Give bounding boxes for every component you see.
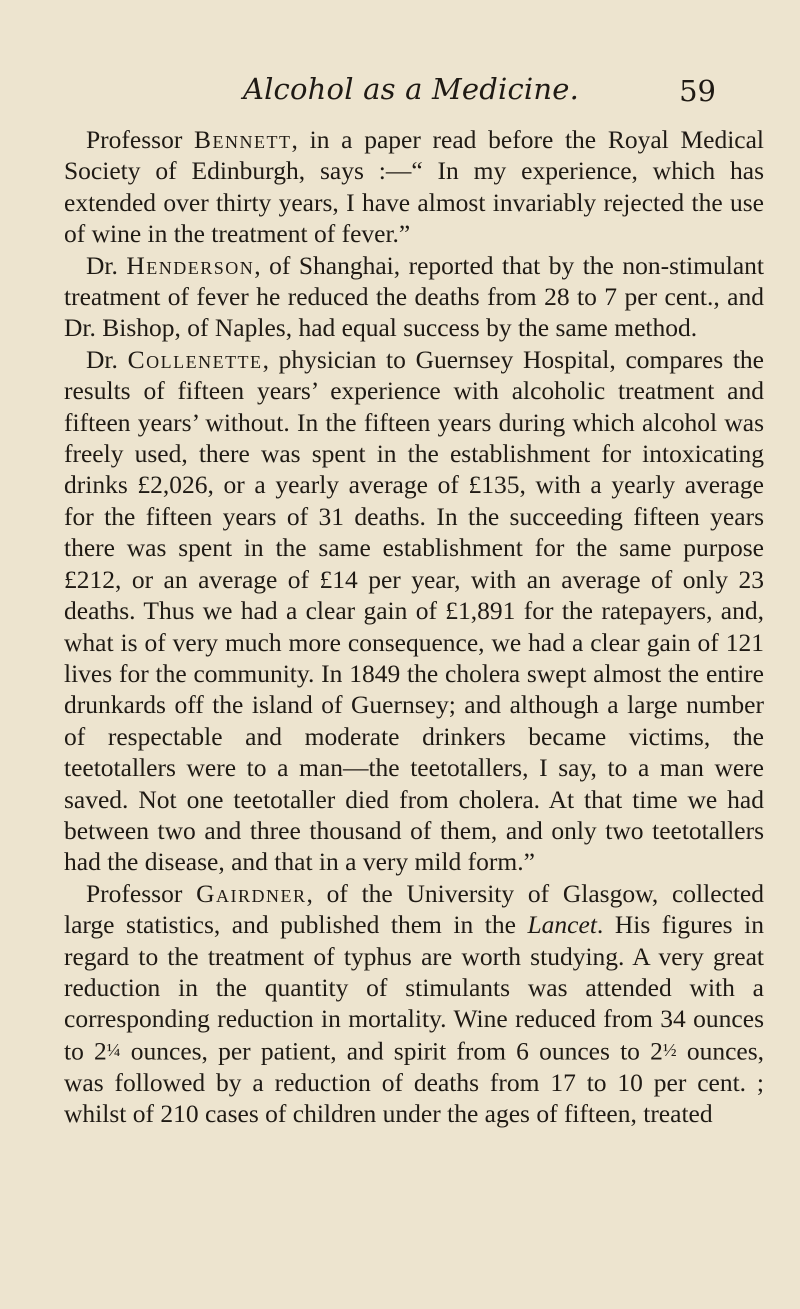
- paragraph-text: ounces, per patient, and spirit from 6 ounces to 2: [120, 1036, 663, 1066]
- person-name: Bennett: [194, 125, 292, 154]
- journal-title: Lancet: [527, 910, 597, 940]
- name-prefix: Professor: [86, 125, 195, 154]
- paragraph-gairdner: [64, 878, 764, 1130]
- page-header: [62, 72, 760, 112]
- person-name: Henderson: [126, 250, 255, 280]
- name-prefix: Dr.: [86, 250, 127, 280]
- fraction: ¼: [106, 1039, 121, 1060]
- person-name: Collenette: [127, 344, 263, 374]
- person-name: Gairdner: [196, 878, 307, 908]
- paragraph-bennett: [64, 124, 764, 250]
- page-number: 59: [679, 74, 716, 108]
- paragraph-text: , of Shanghai, reported that by the non-stimulant treatment of fever he reduced the deaths from 28 to 7 per cent., and Dr. Bishop, of Naples, had equal success by the same method.: [64, 250, 764, 343]
- name-prefix: Professor: [86, 878, 197, 908]
- paragraph-collenette: [64, 344, 764, 878]
- paragraph-text: , physician to Guernsey Hospital, compares the results of fifteen years’ experience with alcoholic treatment and fifteen years’ without. In the fifteen years during which alcohol was freely used, there was spent in the establishment for intoxicating drinks £2,026, or a yearly average of £135, with a yearly average for the fifteen years of 31 deaths. In the succeeding fifteen years there was spent in the same establishment for the same purpose £212, or an average of £14 per year, with an average of only 23 deaths. Thus we had a clear gain of £1,891 for the ratepayers, and, what is of very much more consequence, we had a clear gain of 121 lives for the community. In 1849 the cholera swept almost the entire drunkards off the island of Guernsey; and although a large number of respectable and moderate drinkers became victims, the teetotallers were to a man—the teetotallers, I say, to a man were saved. Not one teetotaller died from cholera. At that time we had between two and three thousand of them, and only two teetotallers had the disease, and that in a very mild form.”: [64, 344, 764, 877]
- running-title: Alcohol as a Medicine.: [242, 72, 580, 106]
- paragraph-text: . His figures in regard to the treatment of typhus are worth studying. A very great reduction in the quantity of stimulants was attended with a corresponding reduction in mortality. Wine reduced from 34 ounces to 2: [64, 910, 764, 1066]
- paragraph-henderson: [64, 250, 764, 344]
- fraction: ½: [662, 1039, 677, 1060]
- paragraph-text: , of the University of Glasgow, collected large statistics, and published them in the: [64, 878, 764, 940]
- paragraph-text: ounces, was followed by a reduction of deaths from 17 to 10 per cent. ; whilst of 210 cases of children under the ages of fifteen, treated: [64, 1036, 765, 1129]
- paragraph-text: , in a paper read before the Royal Medical Society of Edinburgh, says :—“ In my experience, which has extended over thirty years, I have almost invariably rejected the use of wine in the treatment of fever.”: [64, 125, 765, 249]
- body-text: [64, 124, 764, 1130]
- name-prefix: Dr.: [86, 344, 128, 374]
